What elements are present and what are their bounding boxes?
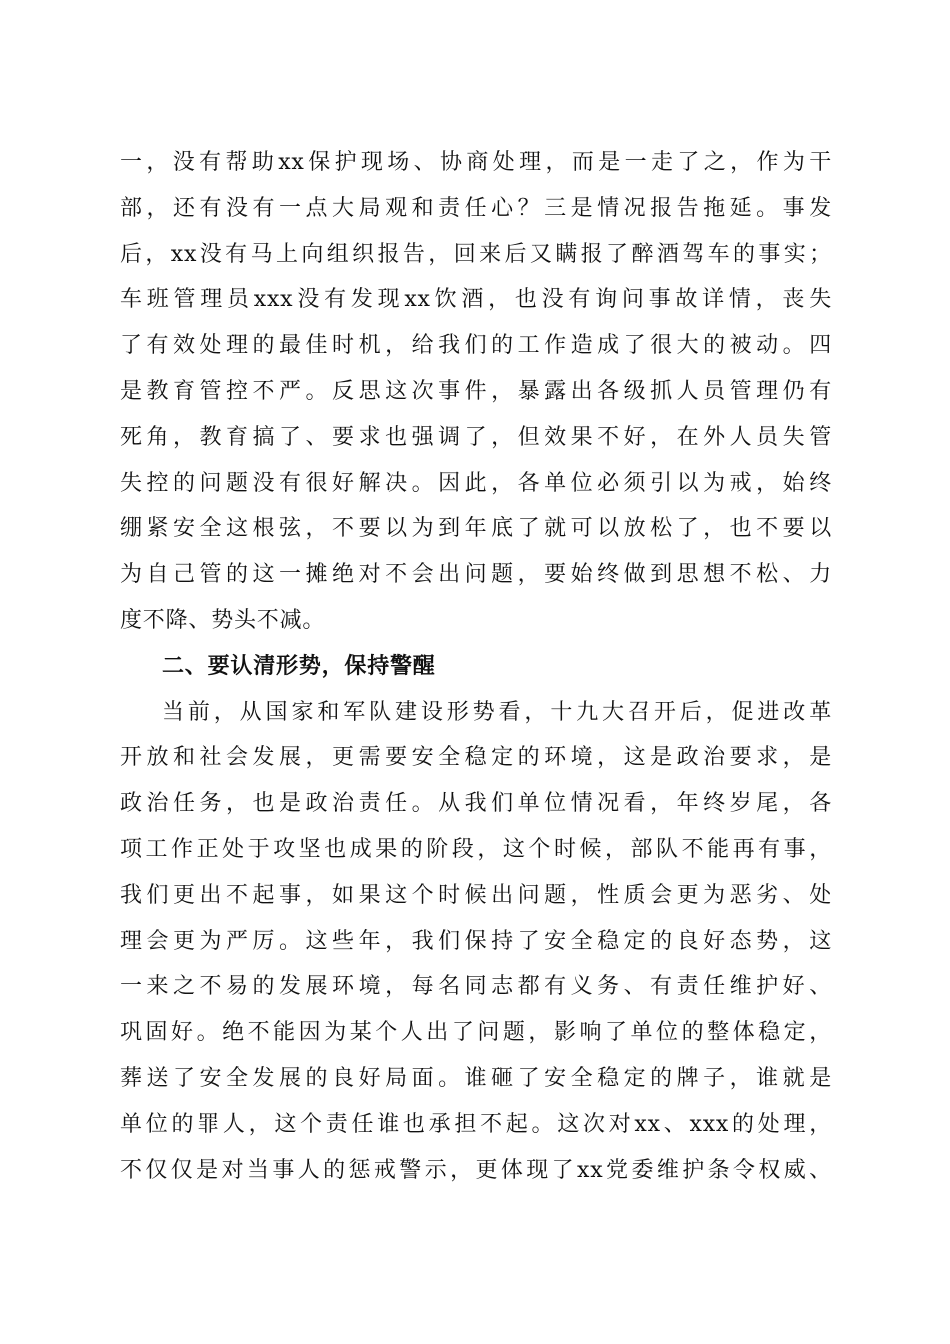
- text-line: 政治任务，也是政治责任。从我们单位情况看，年终岁尾，各: [120, 791, 832, 817]
- text-line: 了有效处理的最佳时机，给我们的工作造成了很大的被动。四: [120, 333, 832, 359]
- text-line: 失控的问题没有很好解决。因此，各单位必须引以为戒，始终: [120, 470, 832, 496]
- text-line: 葬送了安全发展的良好局面。谁砸了安全稳定的牌子，谁就是: [120, 1065, 832, 1091]
- paragraph-2: [120, 690, 832, 1194]
- text-line: 一，没有帮助xx保护现场、协商处理，而是一走了之，作为干: [120, 150, 832, 175]
- document-body: [120, 140, 832, 1193]
- text-line: 不仅仅是对当事人的惩戒警示，更体现了xx党委维护条令权威、: [120, 1157, 832, 1183]
- text-line: 理会更为严厉。这些年，我们保持了安全稳定的良好态势，这: [120, 928, 832, 954]
- paragraph-1: [120, 140, 832, 644]
- text-line: 绷紧安全这根弦，不要以为到年底了就可以放松了，也不要以: [120, 516, 832, 542]
- text-line: 开放和社会发展，更需要安全稳定的环境，这是政治要求，是: [120, 745, 832, 771]
- text-line: 单位的罪人，这个责任谁也承担不起。这次对xx、xxx的处理，: [120, 1111, 832, 1137]
- text-line: 当前，从国家和军队建设形势看，十九大召开后，促进改革: [162, 699, 832, 725]
- text-line: 死角，教育搞了、要求也强调了，但效果不好，在外人员失管: [120, 424, 832, 450]
- text-line: 项工作正处于攻坚也成果的阶段，这个时候，部队不能再有事，: [120, 836, 832, 862]
- text-line: 度不降、势头不减。: [120, 607, 326, 633]
- text-line: 一来之不易的发展环境，每名同志都有义务、有责任维护好、: [120, 974, 832, 1000]
- text-line: 是教育管控不严。反思这次事件，暴露出各级抓人员管理仍有: [120, 378, 832, 404]
- text-line: 后，xx没有马上向组织报告，回来后又瞒报了醉酒驾车的事实；: [120, 241, 832, 267]
- text-line: 为自己管的这一摊绝对不会出问题，要始终做到思想不松、力: [120, 562, 832, 588]
- section-heading: 二、要认清形势，保持警醒: [162, 653, 436, 679]
- text-line: 巩固好。绝不能因为某个人出了问题，影响了单位的整体稳定，: [120, 1020, 832, 1046]
- text-line: 我们更出不起事，如果这个时候出问题，性质会更为恶劣、处: [120, 882, 832, 908]
- text-line: 车班管理员xxx没有发现xx饮酒，也没有询问事故详情，丧失: [120, 287, 832, 313]
- text-line: 部，还有没有一点大局观和责任心？三是情况报告拖延。事发: [120, 195, 832, 221]
